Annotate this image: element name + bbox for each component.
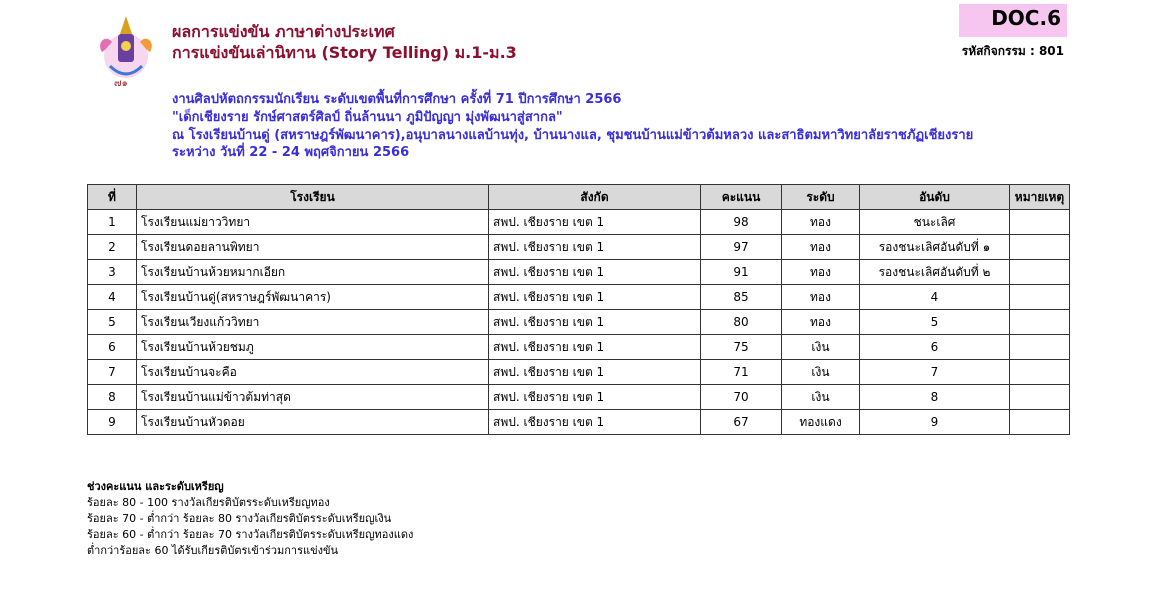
cell-affiliation: สพป. เชียงราย เขต 1 (489, 335, 701, 360)
cell-remark (1010, 310, 1070, 335)
activity-code: รหัสกิจกรรม : 801 (961, 44, 1064, 58)
doc-code-badge: DOC.6 (959, 4, 1067, 37)
table-row (88, 385, 1070, 410)
table-row (88, 335, 1070, 360)
cell-score: 85 (701, 285, 782, 310)
cell-school: โรงเรียนเวียงแก้ววิทยา (137, 310, 489, 335)
cell-rank: 9 (860, 410, 1010, 435)
cell-remark (1010, 260, 1070, 285)
cell-no: 3 (88, 260, 137, 285)
table-row (88, 410, 1070, 435)
legend-line: ต่ำกว่าร้อยละ 60 ได้รับเกียรติบัตรเข้าร่วมการแข่งขัน (87, 544, 339, 557)
cell-level: ทอง (782, 210, 860, 235)
cell-affiliation: สพป. เชียงราย เขต 1 (489, 410, 701, 435)
cell-school: โรงเรียนบ้านหัวดอย (137, 410, 489, 435)
cell-remark (1010, 360, 1070, 385)
cell-remark (1010, 285, 1070, 310)
cell-rank: 4 (860, 285, 1010, 310)
cell-school: โรงเรียนแม่ยาววิทยา (137, 210, 489, 235)
header-level: ระดับ (782, 185, 860, 210)
cell-score: 91 (701, 260, 782, 285)
legend-line: ร้อยละ 70 - ต่ำกว่า ร้อยละ 80 รางวัลเกียรติบัตรระดับเหรียญเงิน (87, 512, 392, 525)
cell-affiliation: สพป. เชียงราย เขต 1 (489, 260, 701, 285)
event-info-line-1: งานศิลปหัตถกรรมนักเรียน ระดับเขตพื้นที่การศึกษา ครั้งที่ 71 ปีการศึกษา 2566 (172, 92, 622, 107)
event-info-line-4: ระหว่าง วันที่ 22 - 24 พฤศจิกายน 2566 (172, 145, 410, 160)
legend-line: ร้อยละ 80 - 100 รางวัลเกียรติบัตรระดับเหรียญทอง (87, 496, 330, 509)
header-rank: อันดับ (860, 185, 1010, 210)
cell-level: เงิน (782, 335, 860, 360)
cell-affiliation: สพป. เชียงราย เขต 1 (489, 210, 701, 235)
table-row (88, 235, 1070, 260)
header-school: โรงเรียน (137, 185, 489, 210)
cell-no: 7 (88, 360, 137, 385)
cell-level: ทอง (782, 285, 860, 310)
cell-affiliation: สพป. เชียงราย เขต 1 (489, 360, 701, 385)
table-row (88, 310, 1070, 335)
cell-score: 98 (701, 210, 782, 235)
cell-level: ทอง (782, 310, 860, 335)
cell-score: 75 (701, 335, 782, 360)
svg-text:๗๑: ๗๑ (114, 78, 128, 89)
cell-remark (1010, 385, 1070, 410)
cell-score: 67 (701, 410, 782, 435)
cell-no: 2 (88, 235, 137, 260)
cell-level: ทองแดง (782, 410, 860, 435)
cell-remark (1010, 210, 1070, 235)
cell-school: โรงเรียนดอยลานพิทยา (137, 235, 489, 260)
cell-remark (1010, 235, 1070, 260)
cell-school: โรงเรียนบ้านดู่(สหราษฎร์พัฒนาคาร) (137, 285, 489, 310)
cell-affiliation: สพป. เชียงราย เขต 1 (489, 285, 701, 310)
cell-rank: 8 (860, 385, 1010, 410)
header-affiliation: สังกัด (489, 185, 701, 210)
cell-level: ทอง (782, 260, 860, 285)
cell-no: 6 (88, 335, 137, 360)
cell-level: เงิน (782, 385, 860, 410)
cell-rank: รองชนะเลิศอันดับที่ ๑ (860, 235, 1010, 260)
cell-school: โรงเรียนบ้านจะคือ (137, 360, 489, 385)
cell-school: โรงเรียนบ้านห้วยชมภู (137, 335, 489, 360)
cell-affiliation: สพป. เชียงราย เขต 1 (489, 235, 701, 260)
cell-score: 71 (701, 360, 782, 385)
cell-rank: ชนะเลิศ (860, 210, 1010, 235)
cell-rank: 5 (860, 310, 1010, 335)
cell-affiliation: สพป. เชียงราย เขต 1 (489, 310, 701, 335)
event-logo (92, 12, 160, 90)
cell-rank: 7 (860, 360, 1010, 385)
cell-remark (1010, 335, 1070, 360)
event-info-line-2: "เด็กเชียงราย รักษ์ศาสตร์ศิลป์ ถิ่นล้านนา ภูมิปัญญา มุ่งพัฒนาสู่สากล" (172, 110, 563, 125)
page-title: ผลการแข่งขัน ภาษาต่างประเทศ (172, 22, 395, 41)
event-info-line-3: ณ โรงเรียนบ้านดู่ (สหราษฎร์พัฒนาคาร),อนุบาลนางแลบ้านทุ่ง, บ้านนางแล, ชุมชนบ้านแม่ข้าวต้มหลวง และสาธิตมหาวิทยาลัยราชภัฏเชียงราย (172, 128, 974, 143)
cell-level: ทอง (782, 235, 860, 260)
cell-rank: 6 (860, 335, 1010, 360)
table-row (88, 360, 1070, 385)
cell-school: โรงเรียนบ้านแม่ข้าวต้มท่าสุด (137, 385, 489, 410)
cell-no: 1 (88, 210, 137, 235)
cell-no: 5 (88, 310, 137, 335)
results-table (87, 184, 1070, 435)
cell-level: เงิน (782, 360, 860, 385)
header-no: ที่ (88, 185, 137, 210)
table-header-row (88, 185, 1070, 210)
header-score: คะแนน (701, 185, 782, 210)
legend-line: ร้อยละ 60 - ต่ำกว่า ร้อยละ 70 รางวัลเกียรติบัตรระดับเหรียญทองแดง (87, 528, 414, 541)
table-row (88, 285, 1070, 310)
cell-no: 8 (88, 385, 137, 410)
cell-remark (1010, 410, 1070, 435)
table-row (88, 260, 1070, 285)
cell-school: โรงเรียนบ้านห้วยหมากเอียก (137, 260, 489, 285)
cell-no: 9 (88, 410, 137, 435)
cell-score: 70 (701, 385, 782, 410)
cell-affiliation: สพป. เชียงราย เขต 1 (489, 385, 701, 410)
table-row (88, 210, 1070, 235)
header-remark: หมายเหตุ (1010, 185, 1070, 210)
page-subtitle: การแข่งขันเล่านิทาน (Story Telling) ม.1-ม.3 (172, 43, 517, 62)
cell-score: 97 (701, 235, 782, 260)
score-legend (87, 479, 413, 559)
legend-heading: ช่วงคะแนน และระดับเหรียญ (87, 480, 224, 493)
cell-no: 4 (88, 285, 137, 310)
cell-rank: รองชนะเลิศอันดับที่ ๒ (860, 260, 1010, 285)
cell-score: 80 (701, 310, 782, 335)
